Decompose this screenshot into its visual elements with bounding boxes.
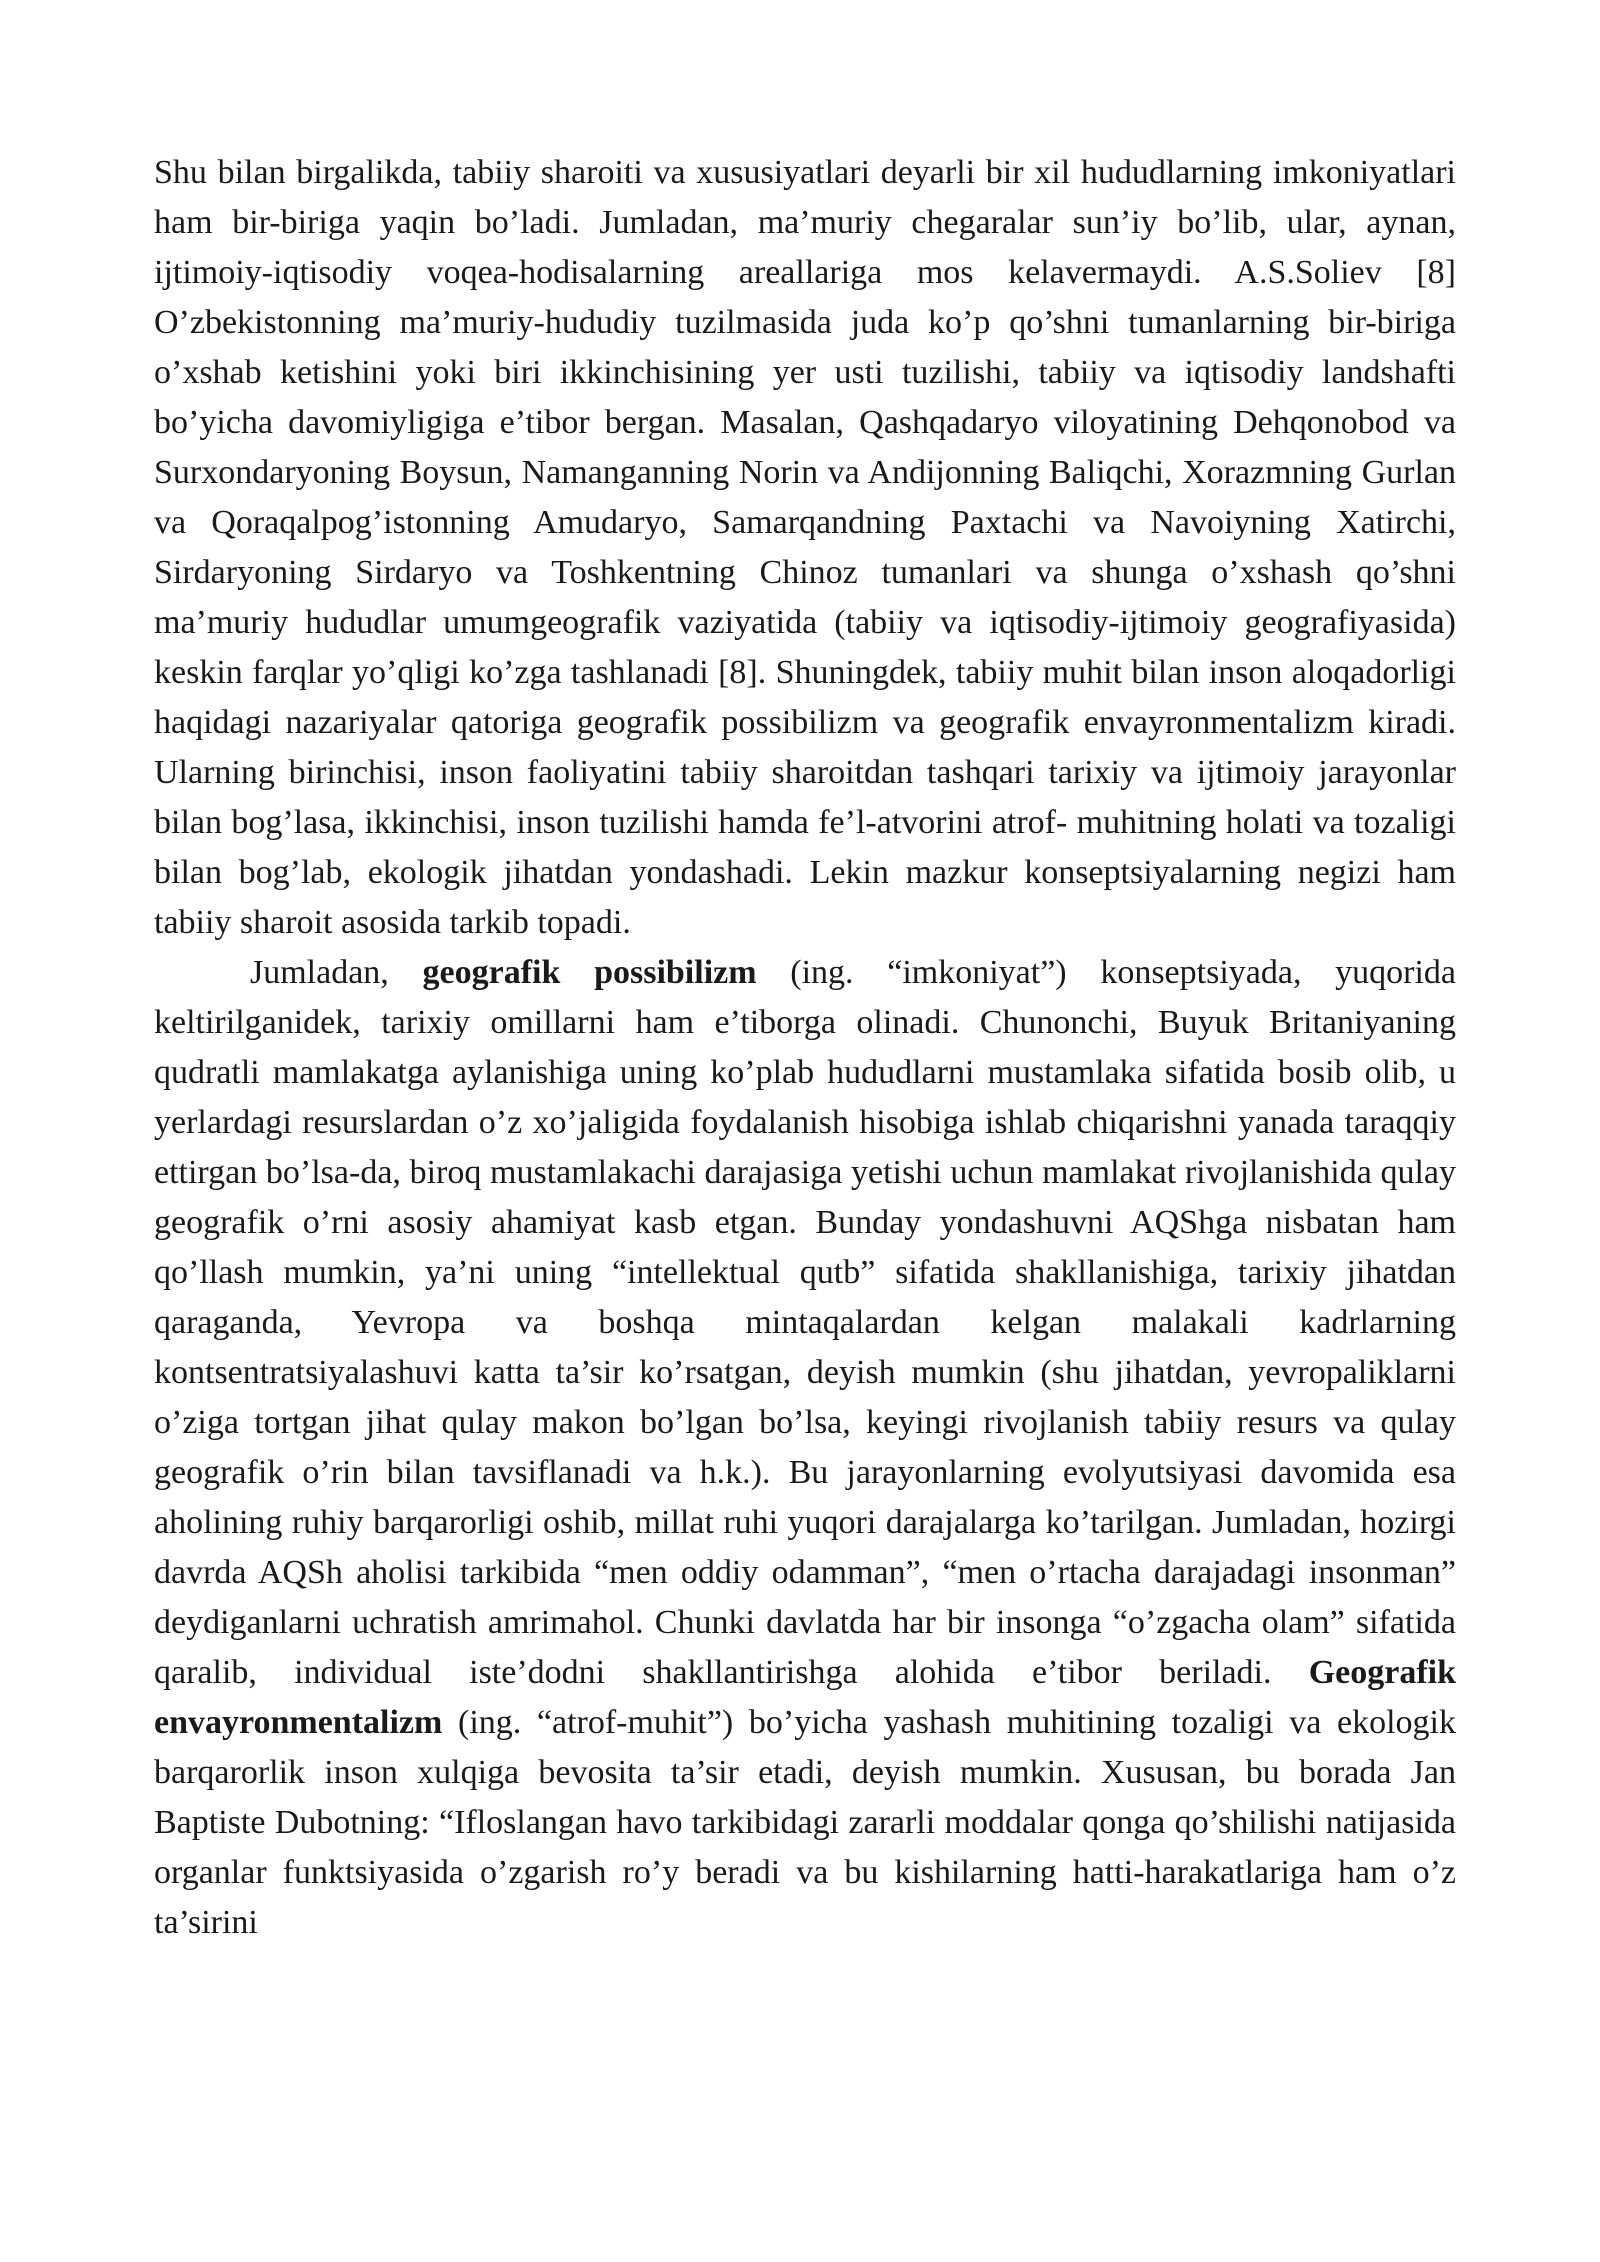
paragraph-1-text: Shu bilan birgalikda, tabiiy sharoiti va xususiyatlari deyarli bir xil hududlarning imkoniyatlari ham bir-biriga yaqin bo’ladi. Jumladan, ma’muriy chegaralar sun’iy bo’lib, ular, aynan, ijtimoiy-iqtisodiy voqea-hodisalarning areallariga mos kelavermaydi. A.S.Soliev [8] O’zbekistonning ma’muriy-hududiy tuzilmasida juda ko’p qo’shni tumanlarning bir-biriga o’xshab ketishini yoki biri ikkinchisining yer usti tuzilishi, tabiiy va iqtisodiy landshafti bo’yicha davomiyligiga e’tibor bergan. Masalan, Qashqadaryo viloyatining Dehqonobod va Surxondaryoning Boysun, Namanganning Norin va Andijonning Baliqchi, Xorazmning Gurlan va Qoraqalpog’istonning Amudaryo, Samarqandning Paxtachi va Navoiyning Xatirchi, Sirdaryoning Sirdaryo va Toshkentning Chinoz tumanlari va shunga o’xshash qo’shni ma’muriy hududlar umumgeografik vaziyatida (tabiiy va iqtisodiy-ijtimoiy geografiyasida) keskin farqlar yo’qligi ko’zga tashlanadi [8]. Shuningdek, tabiiy muhit bilan inson aloqadorligi haqidagi nazariyalar qatoriga geografik possibilizm va geografik envayronmentalizm kiradi. Ularning birinchisi, inson faoliyatini tabiiy sharoitdan tashqari tarixiy va ijtimoiy jarayonlar bilan bog’lasa, ikkinchisi, inson tuzilishi hamda fe’l-atvorini atrof- muhitning holati va tozaligi bilan bog’lab, ekologik jihatdan yondashadi. Lekin mazkur konseptsiyalarning negizi ham tabiiy sharoit asosida tarkib topadi. bbox=[154, 154, 1456, 941]
paragraph-1 bbox=[154, 148, 1456, 948]
paragraph-2-text-1: Jumladan, bbox=[250, 954, 423, 991]
term-geografik-possibilizm: geografik possibilizm bbox=[422, 954, 757, 991]
paragraph-2 bbox=[154, 948, 1456, 1948]
document-page bbox=[154, 148, 1456, 1948]
paragraph-2-text-2: (ing. “imkoniyat”) konseptsiyada, yuqorida keltirilganidek, tarixiy omillarni ham e’tiborga olinadi. Chunonchi, Buyuk Britaniyaning qudratli mamlakatga aylanishiga uning ko’plab hududlarni mustamlaka sifatida bosib olib, u yerlardagi resurslardan o’z xo’jaligida foydalanish hisobiga ishlab chiqarishni yanada taraqqiy ettirgan bo’lsa-da, biroq mustamlakachi darajasiga yetishi uchun mamlakat rivojlanishida qulay geografik o’rni asosiy ahamiyat kasb etgan. Bunday yondashuvni AQShga nisbatan ham qo’llash mumkin, ya’ni uning “intellektual qutb” sifatida shakllanishiga, tarixiy jihatdan qaraganda, Yevropa va boshqa mintaqalardan kelgan malakali kadrlarning kontsentratsiyalashuvi katta ta’sir ko’rsatgan, deyish mumkin (shu jihatdan, yevropaliklarni o’ziga tortgan jihat qulay makon bo’lgan bo’lsa, keyingi rivojlanish tabiiy resurs va qulay geografik o’rin bilan tavsiflanadi va h.k.). Bu jarayonlarning evolyutsiyasi davomida esa aholining ruhiy barqarorligi oshib, millat ruhi yuqori darajalarga ko’tarilgan. Jumladan, hozirgi davrda AQSh aholisi tarkibida “men oddiy odamman”, “men o’rtacha darajadagi insonman” deydiganlarni uchratish amrimahol. Chunki davlatda har bir insonga “o’zgacha olam” sifatida qaralib, individual iste’dodni shakllantirishga alohida e’tibor beriladi. bbox=[154, 954, 1457, 1691]
paragraph-2-text-3: (ing. “atrof-muhit”) bo’yicha yashash muhitining tozaligi va ekologik barqarorlik inson xulqiga bevosita ta’sir etadi, deyish mumkin. Xususan, bu borada Jan Baptiste Dubotning: “Ifloslangan havo tarkibidagi zararli moddalar qonga qo’shilishi natijasida organlar funktsiyasida o’zgarish ro’y beradi va bu kishilarning hatti-harakatlariga ham o’z ta’sirini bbox=[154, 1704, 1456, 1941]
term-geografik-envayronmentalizm: Geografik envayronmentalizm bbox=[154, 1654, 1456, 1741]
